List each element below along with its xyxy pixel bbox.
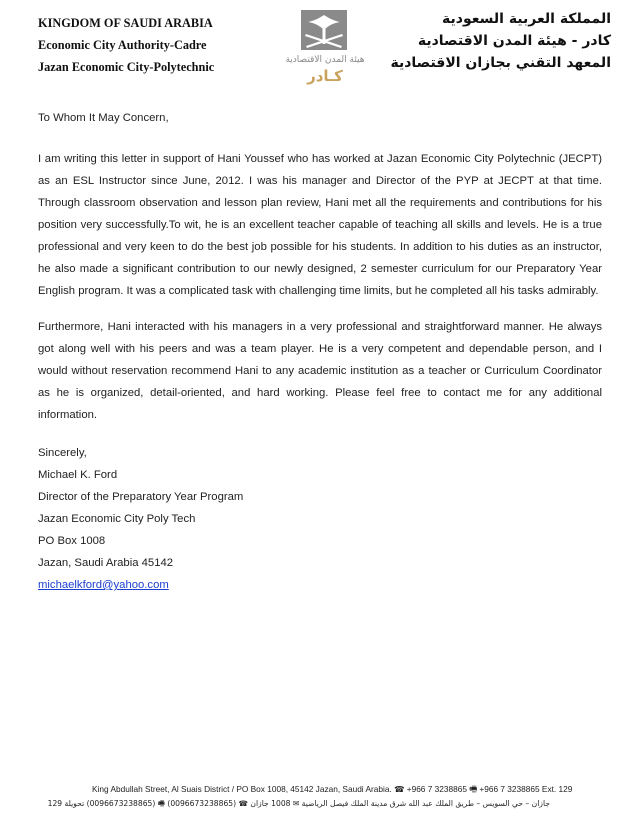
paragraph: I am writing this letter in support of Hani Youssef who has worked at Jazan Economic City Polytechnic (JECPT) as an ESL Instructor since June, 2012. I was his manager and Director of the PYP at JECPT at that time. Through classroom observation and lesson plan review, Hani met all the requirements and contributions for his position very successfully.To wit, he is an excellent teacher capable of teaching all skills and levels. He is a true professional and very keen to do the best job possible for his students. In addition to his duties as an instructor, he also made a significant contribution to our newly designed, 2 semester curriculum for our Preparatory Year English program. It was a complicated task with challenging time limits, but he completed all his tasks admirably. — [38, 153, 602, 297]
signer-title: Director of the Preparatory Year Program — [38, 491, 244, 503]
letter-body — [38, 110, 602, 596]
email-link[interactable]: michaelkford@yahoo.com — [38, 579, 169, 591]
footer-arabic: جازان – حي السويس – طريق الملك عبد الله شرق مدينة الملك فيصل الرياضية ✉ 1008 جازان ☎ (0096673238865) 🖷 (0096673238865) تحويلة 129 — [47, 799, 550, 808]
header-left-line: KINGDOM OF SAUDI ARABIA — [38, 16, 213, 30]
header-left-line: Economic City Authority-Cadre — [38, 38, 207, 52]
paragraph: Furthermore, Hani interacted with his managers in a very professional and straightforward manner. He always got along well with his peers and was a team player. He is a very competent and dependable person, and I would without reservation recommend Hani to any academic institution as a teacher or Curriculum Coordinator as he is organized, detail-oriented, and hard working. Please feel free to contact me for any additional information. — [38, 321, 602, 421]
signature-block — [38, 442, 602, 596]
logo-wordmark: كـادر — [307, 67, 343, 85]
header-left — [38, 12, 214, 78]
header-left-line: Jazan Economic City-Polytechnic — [38, 60, 215, 74]
institution: Jazan Economic City Poly Tech — [38, 513, 196, 525]
signer-name: Michael K. Ford — [38, 469, 118, 481]
salutation: To Whom It May Concern, — [38, 112, 169, 124]
logo-caption: هيئة المدن الاقتصادية — [285, 55, 365, 65]
header-right-line: المملكة العربية السعودية — [442, 11, 611, 27]
header-right-line: المعهد التقني بجازان الاقتصادية — [390, 55, 611, 71]
footer-english: King Abdullah Street, Al Suais District / PO Box 1008, 45142 Jazan, Saudi Arabia. ☎ +966 7 3238865 🖷 +966 7 3238865 Ext. 129 — [92, 784, 573, 794]
closing: Sincerely, — [38, 447, 87, 459]
header-right-line: كادر - هيئة المدن الاقتصادية — [417, 33, 611, 49]
po-box: PO Box 1008 — [38, 535, 106, 547]
city: Jazan, Saudi Arabia 45142 — [38, 557, 174, 569]
header-right — [390, 8, 611, 74]
